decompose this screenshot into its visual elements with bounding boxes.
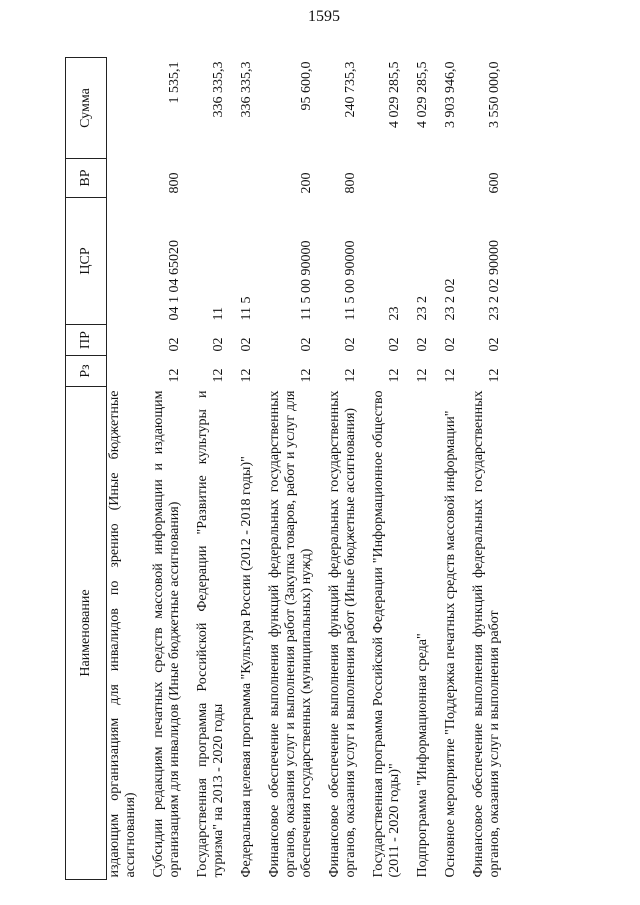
cell-pr: 02 xyxy=(443,337,458,352)
cell-name: Государственная программа Российской Федерации "Развитие культуры и туризма" на 2013 - 2020 годы xyxy=(195,390,226,878)
cell-vr xyxy=(371,159,415,198)
cell-vr xyxy=(107,159,152,198)
cell-vr xyxy=(195,159,239,198)
table-row xyxy=(327,58,371,880)
cell-vr: 600 xyxy=(487,172,502,194)
header-vr: ВР xyxy=(66,159,107,198)
table-header-row xyxy=(66,58,107,880)
cell-csr: 23 2 02 90000 xyxy=(487,240,502,321)
cell-pr: 02 xyxy=(487,337,502,352)
cell-rz: 12 xyxy=(239,368,254,383)
cell-sum: 3 550 000,0 xyxy=(487,61,502,128)
cell-csr: 11 5 00 90000 xyxy=(343,240,358,321)
cell-name: издающим организациям для инвалидов по зрению (Иные бюджетные ассигнования) xyxy=(107,390,138,878)
cell-csr: 11 xyxy=(211,307,226,321)
header-sum: Сумма xyxy=(66,58,107,159)
cell-vr xyxy=(415,159,443,198)
cell-vr: 800 xyxy=(167,172,182,194)
table-row xyxy=(151,58,195,880)
cell-csr: 04 1 04 65020 xyxy=(167,240,182,321)
table-row xyxy=(195,58,239,880)
cell-vr: 800 xyxy=(343,172,358,194)
cell-rz xyxy=(107,356,152,387)
header-rz: Рз xyxy=(66,356,107,387)
cell-rz: 12 xyxy=(487,368,502,383)
header-pr: ПР xyxy=(66,325,107,356)
cell-name: Финансовое обеспечение выполнения функций федеральных государственных органов, оказания услуг и выполнения работ (Иные бюджетные ассигнования) xyxy=(327,390,358,878)
table-row xyxy=(415,58,443,880)
cell-vr: 200 xyxy=(299,172,314,194)
cell-rz: 12 xyxy=(211,368,226,383)
cell-name: Государственная программа Российской Федерации "Информационное общество (2011 - 2020 годы)" xyxy=(371,390,402,878)
cell-pr xyxy=(107,325,152,356)
cell-csr xyxy=(107,198,152,325)
cell-rz: 12 xyxy=(299,368,314,383)
cell-sum: 3 903 946,0 xyxy=(443,61,458,128)
cell-sum: 4 029 285,5 xyxy=(415,61,430,128)
cell-sum: 240 735,3 xyxy=(343,61,358,118)
cell-sum: 336 335,3 xyxy=(211,61,226,118)
cell-pr: 02 xyxy=(415,337,430,352)
cell-pr: 02 xyxy=(343,337,358,352)
rotated-table-container xyxy=(65,62,600,880)
cell-vr xyxy=(239,159,267,198)
table-row xyxy=(443,58,471,880)
cell-name: Основное мероприятие "Поддержка печатных средств массовой информации" xyxy=(443,410,458,878)
cell-name: Федеральная целевая программа "Культура России (2012 - 2018 годы)" xyxy=(239,456,254,878)
cell-sum: 1 535,1 xyxy=(167,61,182,104)
cell-pr: 02 xyxy=(387,337,402,352)
cell-rz: 12 xyxy=(387,368,402,383)
cell-name: Субсидии редакциям печатных средств массовой информации и издающим организациям для инвалидов (Иные бюджетные ассигнования) xyxy=(151,390,182,878)
cell-sum: 4 029 285,5 xyxy=(387,61,402,128)
header-name: Наименование xyxy=(66,387,107,880)
cell-pr: 02 xyxy=(299,337,314,352)
cell-pr: 02 xyxy=(239,337,254,352)
cell-csr: 23 2 xyxy=(415,296,430,321)
cell-csr: 11 5 00 90000 xyxy=(299,240,314,321)
cell-sum: 336 335,3 xyxy=(239,61,254,118)
cell-rz: 12 xyxy=(343,368,358,383)
header-csr: ЦСР xyxy=(66,198,107,325)
table-row xyxy=(267,58,327,880)
table-body xyxy=(107,58,516,880)
cell-name: Финансовое обеспечение выполнения функций федеральных государственных органов, оказания услуг и выполнения работ xyxy=(471,390,502,878)
cell-sum: 95 600,0 xyxy=(299,61,314,111)
table-row xyxy=(239,58,267,880)
cell-rz: 12 xyxy=(415,368,430,383)
cell-pr: 02 xyxy=(211,337,226,352)
page-number: 1595 xyxy=(308,8,340,25)
table-row xyxy=(371,58,415,880)
cell-rz: 12 xyxy=(443,368,458,383)
cell-pr: 02 xyxy=(167,337,182,352)
table-row xyxy=(107,58,152,880)
cell-csr: 23 2 02 xyxy=(443,278,458,321)
cell-csr: 23 xyxy=(387,306,402,321)
cell-vr xyxy=(443,159,471,198)
budget-table xyxy=(65,57,515,880)
cell-sum xyxy=(107,58,152,159)
table-row xyxy=(471,58,515,880)
cell-name: Подпрограмма "Информационная среда" xyxy=(415,633,430,878)
cell-rz: 12 xyxy=(167,368,182,383)
cell-csr: 11 5 xyxy=(239,296,254,321)
cell-name: Финансовое обеспечение выполнения функций федеральных государственных органов, оказания услуг и выполнения работ (Закупка товаров, работ и услуг для обеспечения государственных (муниципальных) нужд) xyxy=(267,390,314,878)
